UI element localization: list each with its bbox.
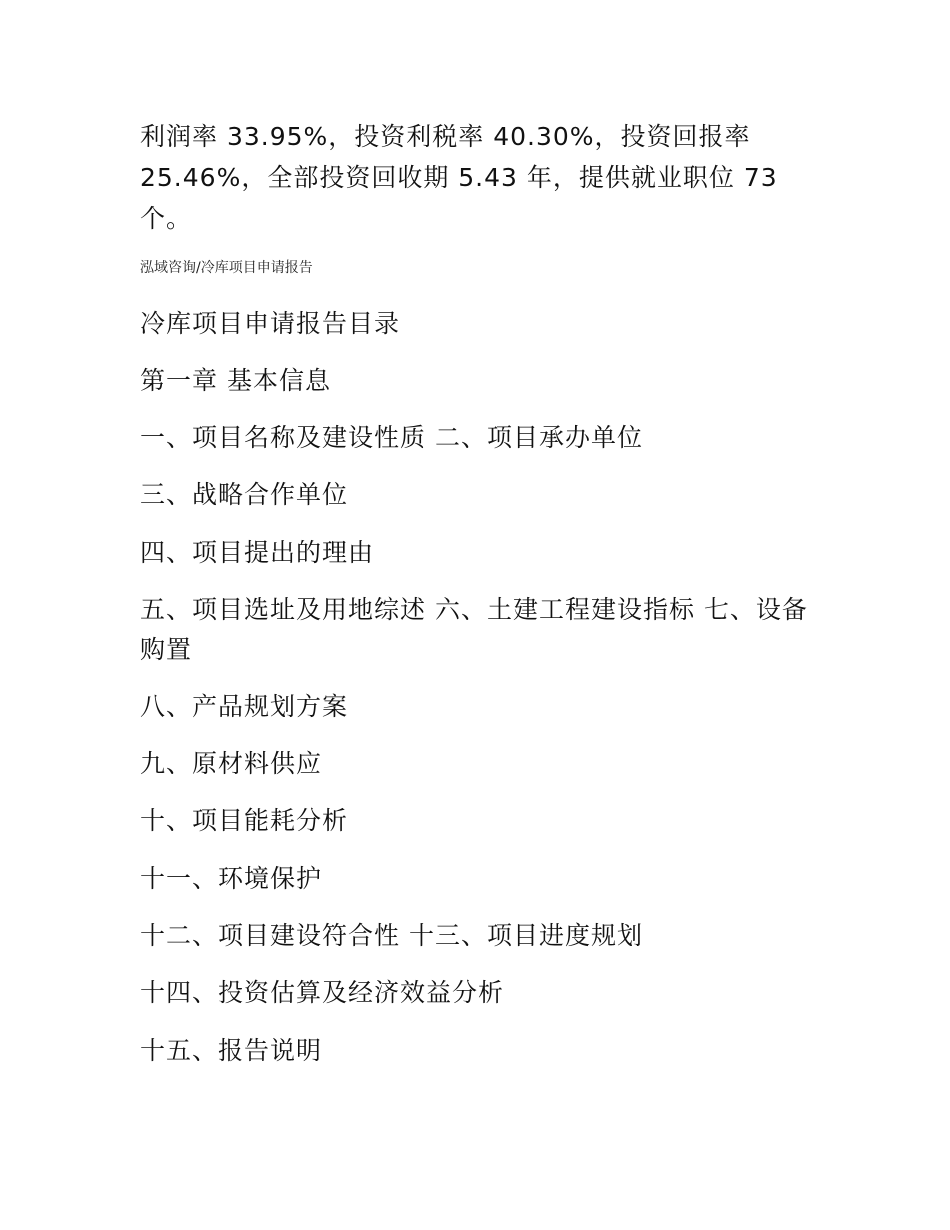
toc-line: 四、项目提出的理由 xyxy=(140,538,375,567)
running-header: 泓域咨询/冷库项目申请报告 xyxy=(140,260,313,276)
toc-line: 五、项目选址及用地综述 六、土建工程建设指标 七、设备购置 xyxy=(140,595,808,664)
toc-line: 十一、环境保护 xyxy=(140,864,323,893)
toc-line: 一、项目名称及建设性质 二、项目承办单位 xyxy=(140,423,643,452)
toc-line: 八、产品规划方案 xyxy=(140,692,349,721)
toc-line: 九、原材料供应 xyxy=(140,749,323,778)
toc-line: 十、项目能耗分析 xyxy=(140,806,349,835)
toc-line: 十四、投资估算及经济效益分析 xyxy=(140,978,505,1007)
intro-paragraph: 利润率 33.95%，投资利税率 40.30%，投资回报率 25.46%，全部投资回收期 5.43 年，提供就业职位 73 个。 xyxy=(140,122,778,233)
toc-line: 十五、报告说明 xyxy=(140,1036,323,1065)
toc-title: 冷库项目申请报告目录 xyxy=(140,309,401,338)
toc-chapter-heading: 第一章 基本信息 xyxy=(140,366,331,395)
toc-line: 十二、项目建设符合性 十三、项目进度规划 xyxy=(140,921,643,950)
toc-line: 三、战略合作单位 xyxy=(140,480,349,509)
